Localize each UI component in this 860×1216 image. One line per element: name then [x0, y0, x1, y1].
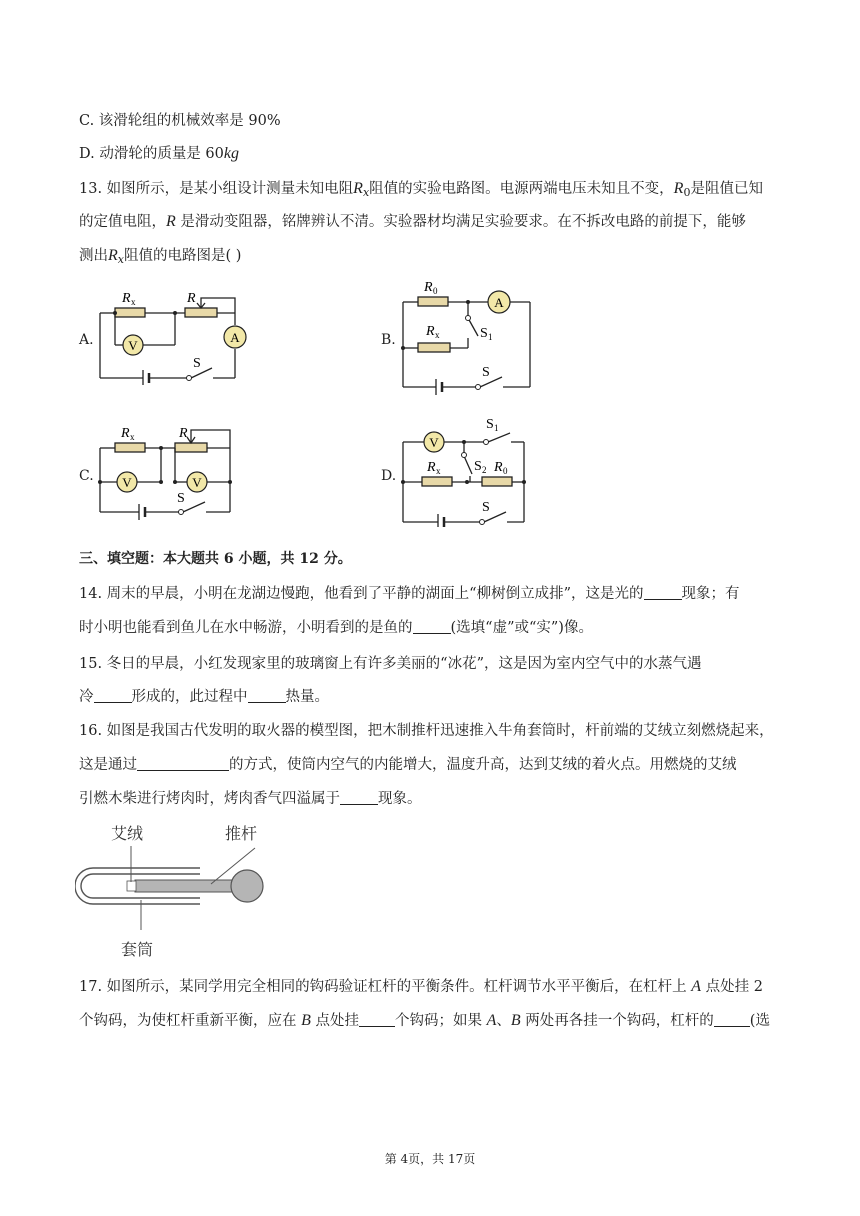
q15-line2: 冷 形成的，此过程中 热量。 — [79, 689, 329, 705]
q14-blank-1[interactable] — [644, 584, 682, 600]
q16-blank-1[interactable] — [137, 755, 229, 771]
q14-line1: 14. 周末的早晨，小明在龙湖边慢跑，他看到了平静的湖面上“柳树倒立成排”，这是光的 现象；有 — [79, 586, 740, 602]
r0-subscript-d: 0 — [503, 466, 508, 476]
q16-line1: 16. 如图是我国古代发明的取火器的模型图，把木制推杆迅速推入牛角套筒时，杆前端的艾绒立刻燃烧起来， — [79, 723, 774, 739]
ammeter-label-b: A — [494, 295, 504, 310]
rx-label: R — [122, 291, 131, 306]
r0-label: R — [424, 280, 433, 295]
r-label-c: R — [179, 426, 188, 441]
voltmeter-label: V — [128, 338, 138, 353]
switch-label-c: S — [177, 491, 185, 506]
q15-line1: 15. 冬日的早晨，小红发现家里的玻璃窗上有许多美丽的“冰花”，这是因为室内空气中的水蒸气遇 — [79, 656, 702, 672]
s2-subscript-d: 2 — [482, 465, 487, 475]
voltmeter-label-c1: V — [122, 475, 132, 490]
q14-line2: 时小明也能看到鱼儿在水中畅游，小明看到的是鱼的 (选填“虚”或“实”)像。 — [79, 620, 593, 636]
q16-line2: 这是通过 的方式，使筒内空气的内能增大，温度升高，达到艾绒的着火点。用燃烧的艾绒 — [79, 757, 737, 773]
r0-label-d: R — [494, 460, 503, 475]
s1-subscript: 1 — [488, 332, 493, 342]
rx-label-b: R — [426, 324, 435, 339]
circuit-a-diagram — [95, 285, 255, 385]
rx-subscript-b: x — [435, 330, 440, 340]
q15-blank-1[interactable] — [94, 687, 132, 703]
rx-subscript-c: x — [130, 432, 135, 442]
circuit-c-label[interactable]: C. — [79, 468, 94, 484]
q17-blank-1[interactable] — [359, 1011, 395, 1027]
page-footer: 第 4页，共 17页 — [384, 1152, 476, 1166]
circuit-d-diagram — [398, 412, 533, 527]
ammeter-label: A — [230, 330, 240, 345]
label-tuigan: 推杆 — [225, 824, 258, 843]
r-label: R — [187, 291, 196, 306]
q15-blank-2[interactable] — [248, 687, 286, 703]
rx-subscript: x — [131, 297, 136, 307]
label-taotong: 套筒 — [121, 940, 154, 959]
section-title: 三、填空题：本大题共 6 小题，共 12 分。 — [79, 551, 352, 567]
q16-line3: 引燃木柴进行烤肉时，烤肉香气四溢属于 现象。 — [79, 791, 422, 807]
switch-label: S — [193, 356, 201, 371]
s1-subscript-d: 1 — [494, 423, 499, 433]
option-c: C. 该滑轮组的机械效率是 90% — [79, 113, 281, 129]
circuit-a-label[interactable]: A. — [79, 332, 94, 348]
switch-label-d: S — [482, 500, 490, 515]
q13-line3: 测出$R_x$阻值的电路图是( ) — [79, 247, 242, 266]
rx-label-c: R — [121, 426, 130, 441]
circuit-c-diagram — [95, 420, 240, 525]
voltmeter-label-d: V — [429, 435, 439, 450]
s2-label-d: S — [474, 459, 482, 474]
circuit-b-diagram — [398, 280, 538, 395]
q14-blank-2[interactable] — [413, 618, 451, 634]
q13-line1: 13. 如图所示，是某小组设计测量未知电阻$R_x$阻值的实验电路图。电源两端电压未知且不变，$R_0$是阻值已知 — [79, 180, 763, 199]
q17-line2: 个钩码，为使杠杆重新平衡，应在 B 点处挂 个钩码；如果 A、B 两处再各挂一个钩码，杠杆的 (选 — [79, 1012, 770, 1029]
q13-line2: 的定值电阻，R 是滑动变阻器，铭牌辨认不清。实验器材均满足实验要求。在不拆改电路的前提下，能够 — [79, 213, 746, 230]
option-d: D. 动滑轮的质量是 60kg — [79, 145, 239, 162]
circuit-b-label[interactable]: B. — [381, 332, 396, 348]
voltmeter-label-c2: V — [192, 475, 202, 490]
rx-subscript-d: x — [436, 466, 441, 476]
s1-label: S — [480, 326, 488, 341]
label-airong: 艾绒 — [111, 824, 144, 843]
circuit-d-label[interactable]: D. — [381, 468, 397, 484]
s1-label-d: S — [486, 417, 494, 432]
q16-blank-2[interactable] — [340, 789, 378, 805]
fire-piston-figure — [75, 818, 275, 966]
q17-blank-2[interactable] — [714, 1011, 750, 1027]
q17-line1: 17. 如图所示，某同学用完全相同的钩码验证杠杆的平衡条件。杠杆调节水平平衡后，在杠杆上 A 点处挂 2 — [79, 978, 764, 995]
switch-label-b: S — [482, 365, 490, 380]
r0-subscript: 0 — [433, 286, 438, 296]
rx-label-d: R — [427, 460, 436, 475]
